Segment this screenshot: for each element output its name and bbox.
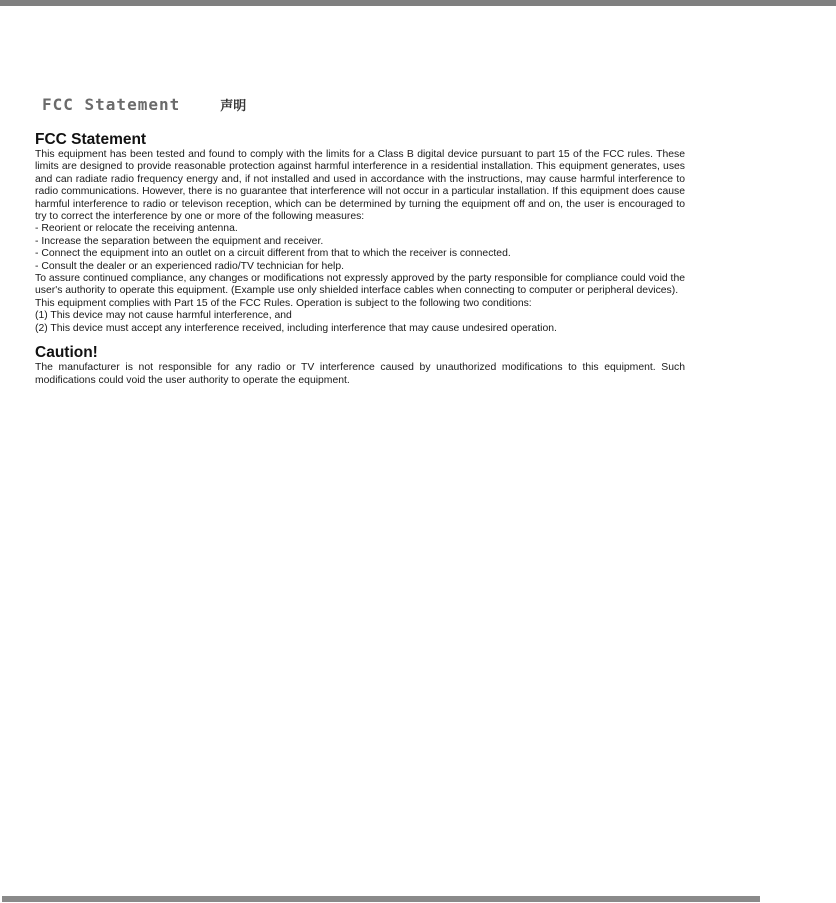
measure-item: - Reorient or relocate the receiving antenna. (35, 223, 238, 235)
part15-paragraph: This equipment complies with Part 15 of the FCC Rules. Operation is subject to the following two conditions: (35, 297, 532, 309)
measure-item: - Connect the equipment into an outlet on a circuit different from that to which the receiver is connected. (35, 248, 511, 260)
measure-item: - Consult the dealer or an experienced radio/TV technician for help. (35, 260, 345, 272)
condition-item: (1) This device may not cause harmful interference, and (35, 310, 292, 322)
fcc-intro-paragraph: This equipment has been tested and found to comply with the limits for a Class B digital device pursuant to part 15 of the FCC rules. These limits are designed to provide reasonable protection against harmful interference in a residential installation. This equipment generates, uses and can radiate radio frequency energy and, if not installed and used in accordance with the instructions, may cause harmful interference to radio communications. However, there is no guarantee that interference will not occur in a particular installation. If this equipment does cause harmful interference to radio or televison reception, which can be determined by turning the equipment off and on, the user is encouraged to try to correct the interference by one or more of the following measures: (35, 149, 685, 223)
caution-paragraph: The manufacturer is not responsible for any radio or TV interference caused by unauthorized modifications to this equipment. Such modifications could void the user authority to operate the equipment. (35, 362, 685, 386)
bottom-rule (2, 896, 760, 902)
top-rule (0, 0, 836, 6)
fcc-statement-heading: FCC Statement (35, 131, 147, 148)
document-content (35, 131, 685, 387)
caution-heading: Caution! (35, 344, 98, 362)
condition-item: (2) This device must accept any interference received, including interference that may cause undesired operation. (35, 322, 557, 334)
section-header-chinese: 声明 (220, 99, 247, 114)
section-header-english: FCC Statement (42, 95, 181, 114)
measure-item: - Increase the separation between the equipment and receiver. (35, 235, 324, 247)
compliance-paragraph: To assure continued compliance, any changes or modifications not expressly approved by the party responsible for compliance could void the user's authority to operate this equipment. (Example use only shielded interface cables when connecting to computer or peripheral devices). (35, 273, 685, 297)
section-header (42, 95, 246, 114)
